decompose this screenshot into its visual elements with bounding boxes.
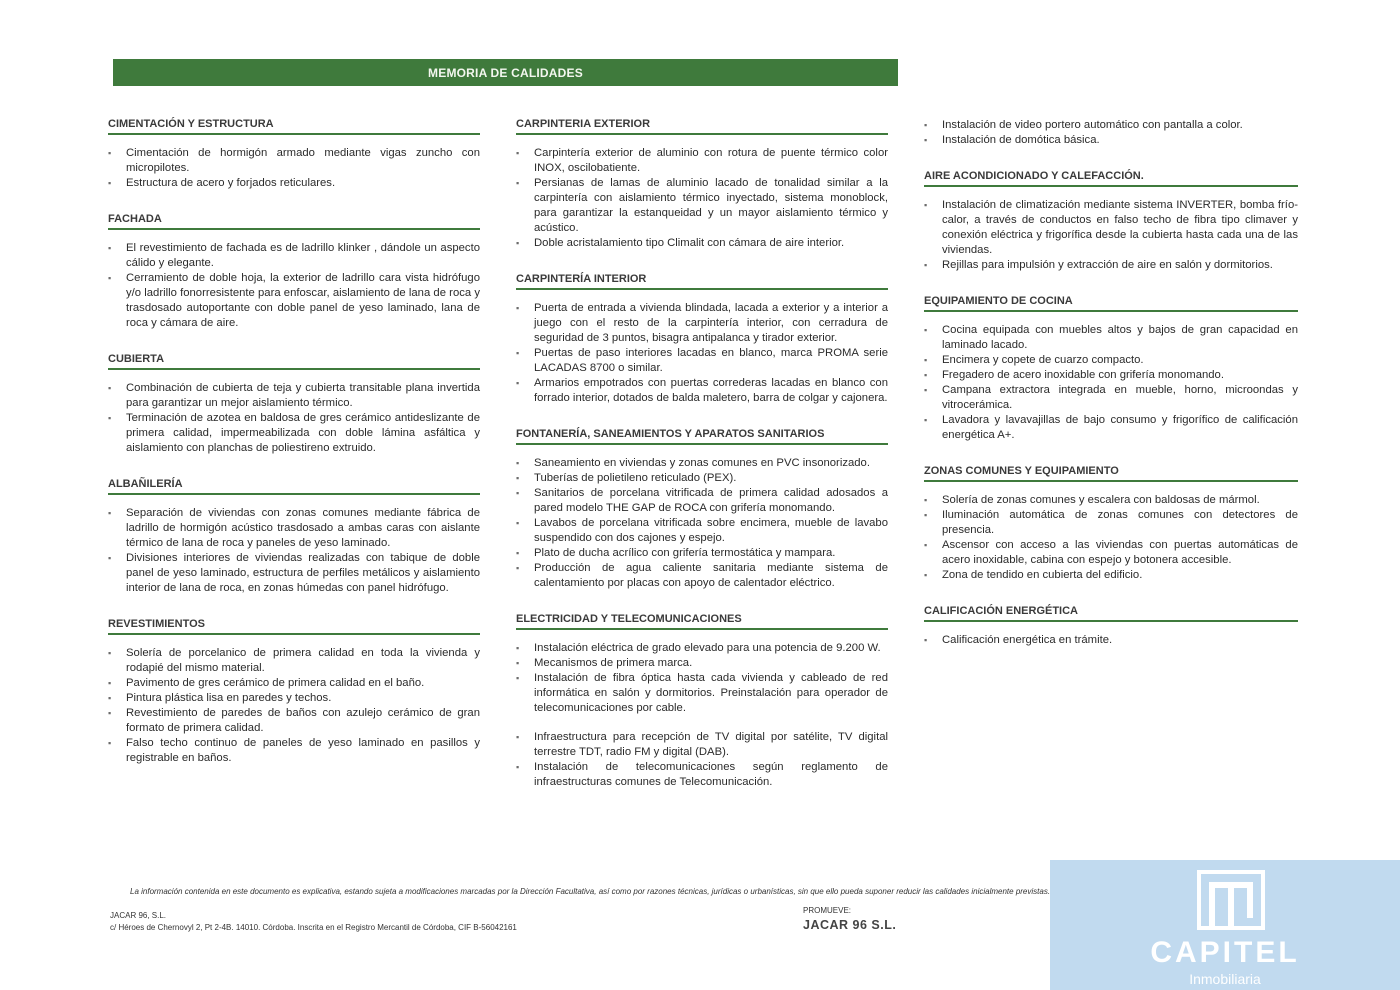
promoter-label: PROMUEVE: <box>803 906 852 915</box>
building-logo-icon <box>1195 868 1267 932</box>
item-list <box>108 506 480 596</box>
item-list <box>924 118 1298 148</box>
section-revestimientos <box>108 618 480 766</box>
section-albanileria <box>108 478 480 596</box>
logo-name: CAPITEL <box>1150 936 1300 969</box>
list-item: ▪ Pavimento de gres cerámico de primera calidad en el baño. <box>108 676 480 691</box>
column-2 <box>516 118 888 812</box>
section-fontaneria <box>516 428 888 591</box>
list-item: ▪ Campana extractora integrada en mueble, horno, microondas y vitrocerámica. <box>924 383 1298 413</box>
list-item: ▪ Carpintería exterior de aluminio con rotura de puente térmico color INOX, oscilobatiente. <box>516 146 888 176</box>
list-item: ▪ Revestimiento de paredes de baños con azulejo cerámico de gran formato de primera calidad. <box>108 706 480 736</box>
item-list <box>108 146 480 191</box>
list-item: ▪ Instalación de video portero automático con pantalla a color. <box>924 118 1298 133</box>
list-item: ▪ Producción de agua caliente sanitaria mediante sistema de calentamiento por placas con apoyo de calentador eléctrico. <box>516 561 888 591</box>
column-1 <box>108 118 480 788</box>
list-item: ▪ Pintura plástica lisa en paredes y techos. <box>108 691 480 706</box>
list-item: ▪ Instalación de climatización mediante sistema INVERTER, bomba frío-calor, a través de conductos en falso techo de fibra tipo climaver y conexión eléctrica y frigorífica desde la cubierta hasta cada una de las viviendas. <box>924 198 1298 258</box>
section-carpinteria-exterior <box>516 118 888 251</box>
section-title: CARPINTERÍA INTERIOR <box>516 273 888 290</box>
page-title-banner <box>113 59 898 86</box>
list-item: ▪ Instalación eléctrica de grado elevado para una potencia de 9.200 W. <box>516 641 888 656</box>
company-name: JACAR 96, S.L. <box>110 911 167 920</box>
column-3 <box>924 118 1298 670</box>
page-title: MEMORIA DE CALIDADES <box>428 65 583 80</box>
list-item: ▪ Rejillas para impulsión y extracción de aire en salón y dormitorios. <box>924 258 1298 273</box>
section-title: ALBAÑILERÍA <box>108 478 480 495</box>
list-item: ▪ Calificación energética en trámite. <box>924 633 1298 648</box>
capitel-watermark <box>1050 860 1400 990</box>
item-list <box>924 633 1298 648</box>
item-list <box>924 493 1298 583</box>
list-item: ▪ Tuberías de polietileno reticulado (PEX). <box>516 471 888 486</box>
list-item: ▪ Cocina equipada con muebles altos y bajos de gran capacidad en laminado lacado. <box>924 323 1298 353</box>
section-title: ZONAS COMUNES Y EQUIPAMIENTO <box>924 465 1298 482</box>
section-aire-acondicionado <box>924 170 1298 273</box>
section-title: CARPINTERIA EXTERIOR <box>516 118 888 135</box>
list-item: ▪ Cerramiento de doble hoja, la exterior de ladrillo cara vista hidrófugo y/o ladrillo fonorresistente para enfoscar, aislamiento de lana de roca y trasdosado autoportante con doble panel de yeso laminado, lana de roca y cámara de aire. <box>108 271 480 331</box>
list-item: ▪ Lavadora y lavavajillas de bajo consumo y frigorífico de calificación energética A+. <box>924 413 1298 443</box>
section-telecom-continued <box>924 118 1298 148</box>
list-item: ▪ Iluminación automática de zonas comunes con detectores de presencia. <box>924 508 1298 538</box>
section-fachada <box>108 213 480 331</box>
list-item: ▪ Persianas de lamas de aluminio lacado de tonalidad similar a la carpintería con aislamiento térmico inyectado, sistema monoblock, para garantizar la estanqueidad y un mayor aislamiento térmico y acústico. <box>516 176 888 236</box>
item-list <box>108 381 480 456</box>
section-title: AIRE ACONDICIONADO Y CALEFACCIÓN. <box>924 170 1298 187</box>
list-item: ▪ Doble acristalamiento tipo Climalit con cámara de aire interior. <box>516 236 888 251</box>
section-title: FONTANERÍA, SANEAMIENTOS Y APARATOS SANITARIOS <box>516 428 888 445</box>
list-item: ▪ Instalación de telecomunicaciones según reglamento de infraestructuras comunes de Telecomunicación. <box>516 760 888 790</box>
list-item: ▪ Puerta de entrada a vivienda blindada, lacada a exterior y a interior a juego con el resto de la carpintería interior, con cerradura de seguridad de 3 puntos, bisagra antipalanca y tirador exterior. <box>516 301 888 346</box>
list-item: ▪ El revestimiento de fachada es de ladrillo klinker , dándole un aspecto cálido y elegante. <box>108 241 480 271</box>
company-info <box>110 910 517 934</box>
section-cimentacion <box>108 118 480 191</box>
list-item: ▪ Cimentación de hormigón armado mediante vigas zuncho con micropilotes. <box>108 146 480 176</box>
section-title: CUBIERTA <box>108 353 480 370</box>
list-item: ▪ Plato de ducha acrílico con grifería termostática y mampara. <box>516 546 888 561</box>
list-item: ▪ Armarios empotrados con puertas correderas lacadas en blanco con forrado interior, dotados de balda maletero, barra de colgar y cajonera. <box>516 376 888 406</box>
list-item: ▪ Solería de porcelanico de primera calidad en toda la vivienda y rodapié del mismo material. <box>108 646 480 676</box>
list-item: ▪ Terminación de azotea en baldosa de gres cerámico antideslizante de primera calidad, impermeabilizada con doble lámina asfáltica y aislamiento con planchas de poliestireno extruido. <box>108 411 480 456</box>
list-item: ▪ Puertas de paso interiores lacadas en blanco, marca PROMA serie LACADAS 8700 o similar. <box>516 346 888 376</box>
list-item: ▪ Fregadero de acero inoxidable con grifería monomando. <box>924 368 1298 383</box>
list-item: ▪ Encimera y copete de cuarzo compacto. <box>924 353 1298 368</box>
section-title: CIMENTACIÓN Y ESTRUCTURA <box>108 118 480 135</box>
logo-subtitle: Inmobiliaria <box>1189 971 1261 987</box>
section-cubierta <box>108 353 480 456</box>
list-item: ▪ Falso techo continuo de paneles de yeso laminado en pasillos y registrable en baños. <box>108 736 480 766</box>
disclaimer-text: La información contenida en este documento es explicativa, estando sujeta a modificaciones marcadas por la Dirección Facultativa, así como por razones técnicas, jurídicas o urbanísticas, sin que ello pueda suponer reducir las calidades inicialmente previstas. <box>130 887 1051 896</box>
section-title: FACHADA <box>108 213 480 230</box>
list-item: ▪ Sanitarios de porcelana vitrificada de primera calidad adosados a pared modelo THE GAP de ROCA con grifería monomando. <box>516 486 888 516</box>
list-item: ▪ Zona de tendido en cubierta del edificio. <box>924 568 1298 583</box>
item-list <box>516 146 888 251</box>
list-item: ▪ Estructura de acero y forjados reticulares. <box>108 176 480 191</box>
section-carpinteria-interior <box>516 273 888 406</box>
item-list <box>924 323 1298 443</box>
list-item: ▪ Instalación de domótica básica. <box>924 133 1298 148</box>
section-electricidad <box>516 613 888 790</box>
list-item: ▪ Saneamiento en viviendas y zonas comunes en PVC insonorizado. <box>516 456 888 471</box>
company-address: c/ Héroes de Chernovyl 2, Pt 2-4B. 14010. Córdoba. Inscrita en el Registro Mercantil de Córdoba, CIF B-56042161 <box>110 923 517 932</box>
list-item: ▪ Divisiones interiores de viviendas realizadas con tabique de doble panel de yeso laminado, estructura de perfiles metálicos y aislamiento interior de lana de roca, en zonas húmedas con panel hidrófugo. <box>108 551 480 596</box>
section-zonas-comunes <box>924 465 1298 583</box>
section-title: ELECTRICIDAD Y TELECOMUNICACIONES <box>516 613 888 630</box>
item-list <box>516 641 888 790</box>
list-item: ▪ Solería de zonas comunes y escalera con baldosas de mármol. <box>924 493 1298 508</box>
item-list <box>516 456 888 591</box>
section-calificacion <box>924 605 1298 648</box>
item-list <box>108 646 480 766</box>
section-title: CALIFICACIÓN ENERGÉTICA <box>924 605 1298 622</box>
promoter-name: JACAR 96 S.L. <box>803 918 897 932</box>
list-item: ▪ Combinación de cubierta de teja y cubierta transitable plana invertida para garantizar un mejor aislamiento térmico. <box>108 381 480 411</box>
item-list <box>924 198 1298 273</box>
list-item: ▪ Mecanismos de primera marca. <box>516 656 888 671</box>
section-title: EQUIPAMIENTO DE COCINA <box>924 295 1298 312</box>
item-list <box>516 301 888 406</box>
item-list <box>108 241 480 331</box>
list-item: ▪ Instalación de fibra óptica hasta cada vivienda y cableado de red informática en salón y dormitorios. Preinstalación para operador de telecomunicaciones por cable. <box>516 671 888 716</box>
list-item: ▪ Infraestructura para recepción de TV digital por satélite, TV digital terrestre TDT, radio FM y digital (DAB). <box>516 730 888 760</box>
section-cocina <box>924 295 1298 443</box>
list-item: ▪ Lavabos de porcelana vitrificada sobre encimera, mueble de lavabo suspendido con dos cajones y espejo. <box>516 516 888 546</box>
list-item: ▪ Ascensor con acceso a las viviendas con puertas automáticas de acero inoxidable, cabina con espejo y botonera accesible. <box>924 538 1298 568</box>
section-title: REVESTIMIENTOS <box>108 618 480 635</box>
list-item: ▪ Separación de viviendas con zonas comunes mediante fábrica de ladrillo de hormigón acústico trasdosado a ambas caras con aislante térmico de lana de roca y paneles de yeso laminado. <box>108 506 480 551</box>
